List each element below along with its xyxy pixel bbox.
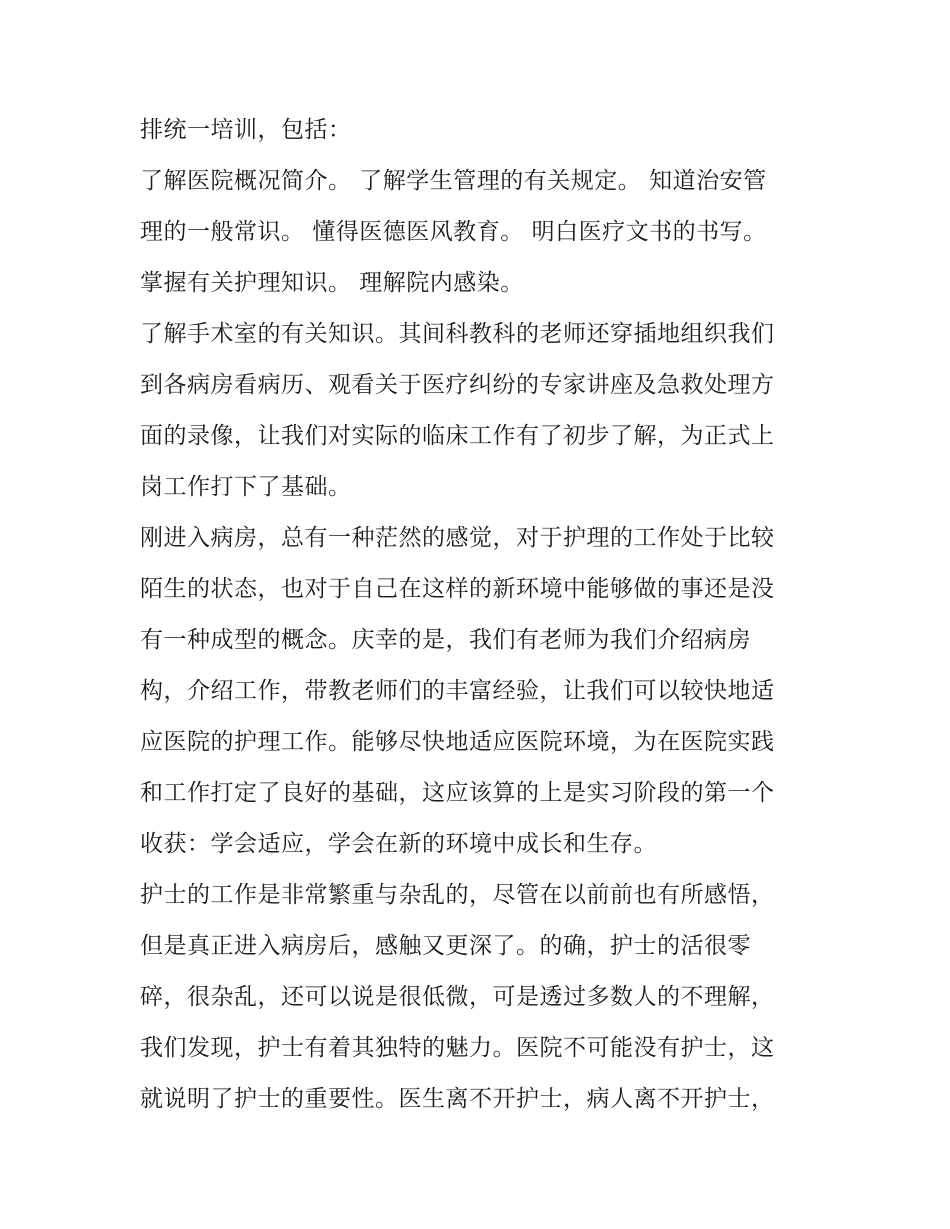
text-line: 我们发现，护士有着其独特的魅力。医院不可能没有护士，这 — [140, 1035, 775, 1061]
text-line: 构，介绍工作，带教老师们的丰富经验，让我们可以较快地适 — [140, 678, 775, 704]
text-line: 收获：学会适应，学会在新的环境中成长和生存。 — [140, 831, 657, 857]
text-line: 陌生的状态，也对于自己在这样的新环境中能够做的事还是没 — [140, 576, 775, 602]
text-line: 掌握有关护理知识。 理解院内感染。 — [140, 270, 524, 296]
text-line: 护士的工作是非常繁重与杂乱的，尽管在以前前也有所感悟， — [140, 882, 775, 908]
text-line: 到各病房看病历、观看关于医疗纠纷的专家讲座及急救处理方 — [140, 372, 775, 398]
text-line: 有一种成型的概念。庆幸的是，我们有老师为我们介绍病房 — [140, 627, 751, 653]
text-line: 排统一培训，包括： — [140, 117, 352, 143]
text-line: 了解手术室的有关知识。其间科教科的老师还穿插地组织我们 — [140, 321, 775, 347]
text-line: 但是真正进入病房后，感触又更深了。的确，护士的活很零 — [140, 933, 751, 959]
document-body — [140, 105, 820, 1125]
text-line: 岗工作打下了基础。 — [140, 474, 352, 500]
text-line: 刚进入病房，总有一种茫然的感觉，对于护理的工作处于比较 — [140, 525, 775, 551]
text-line: 理的一般常识。 懂得医德医风教育。 明白医疗文书的书写。 — [140, 219, 767, 245]
text-line: 和工作打定了良好的基础，这应该算的上是实习阶段的第一个 — [140, 780, 775, 806]
text-line: 面的录像，让我们对实际的临床工作有了初步了解，为正式上 — [140, 423, 775, 449]
text-line: 碎，很杂乱，还可以说是很低微，可是透过多数人的不理解， — [140, 984, 775, 1010]
text-line: 就说明了护士的重要性。医生离不开护士，病人离不开护士， — [140, 1086, 775, 1112]
text-line: 应医院的护理工作。能够尽快地适应医院环境，为在医院实践 — [140, 729, 775, 755]
text-line: 了解医院概况简介。 了解学生管理的有关规定。 知道治安管 — [140, 168, 767, 194]
